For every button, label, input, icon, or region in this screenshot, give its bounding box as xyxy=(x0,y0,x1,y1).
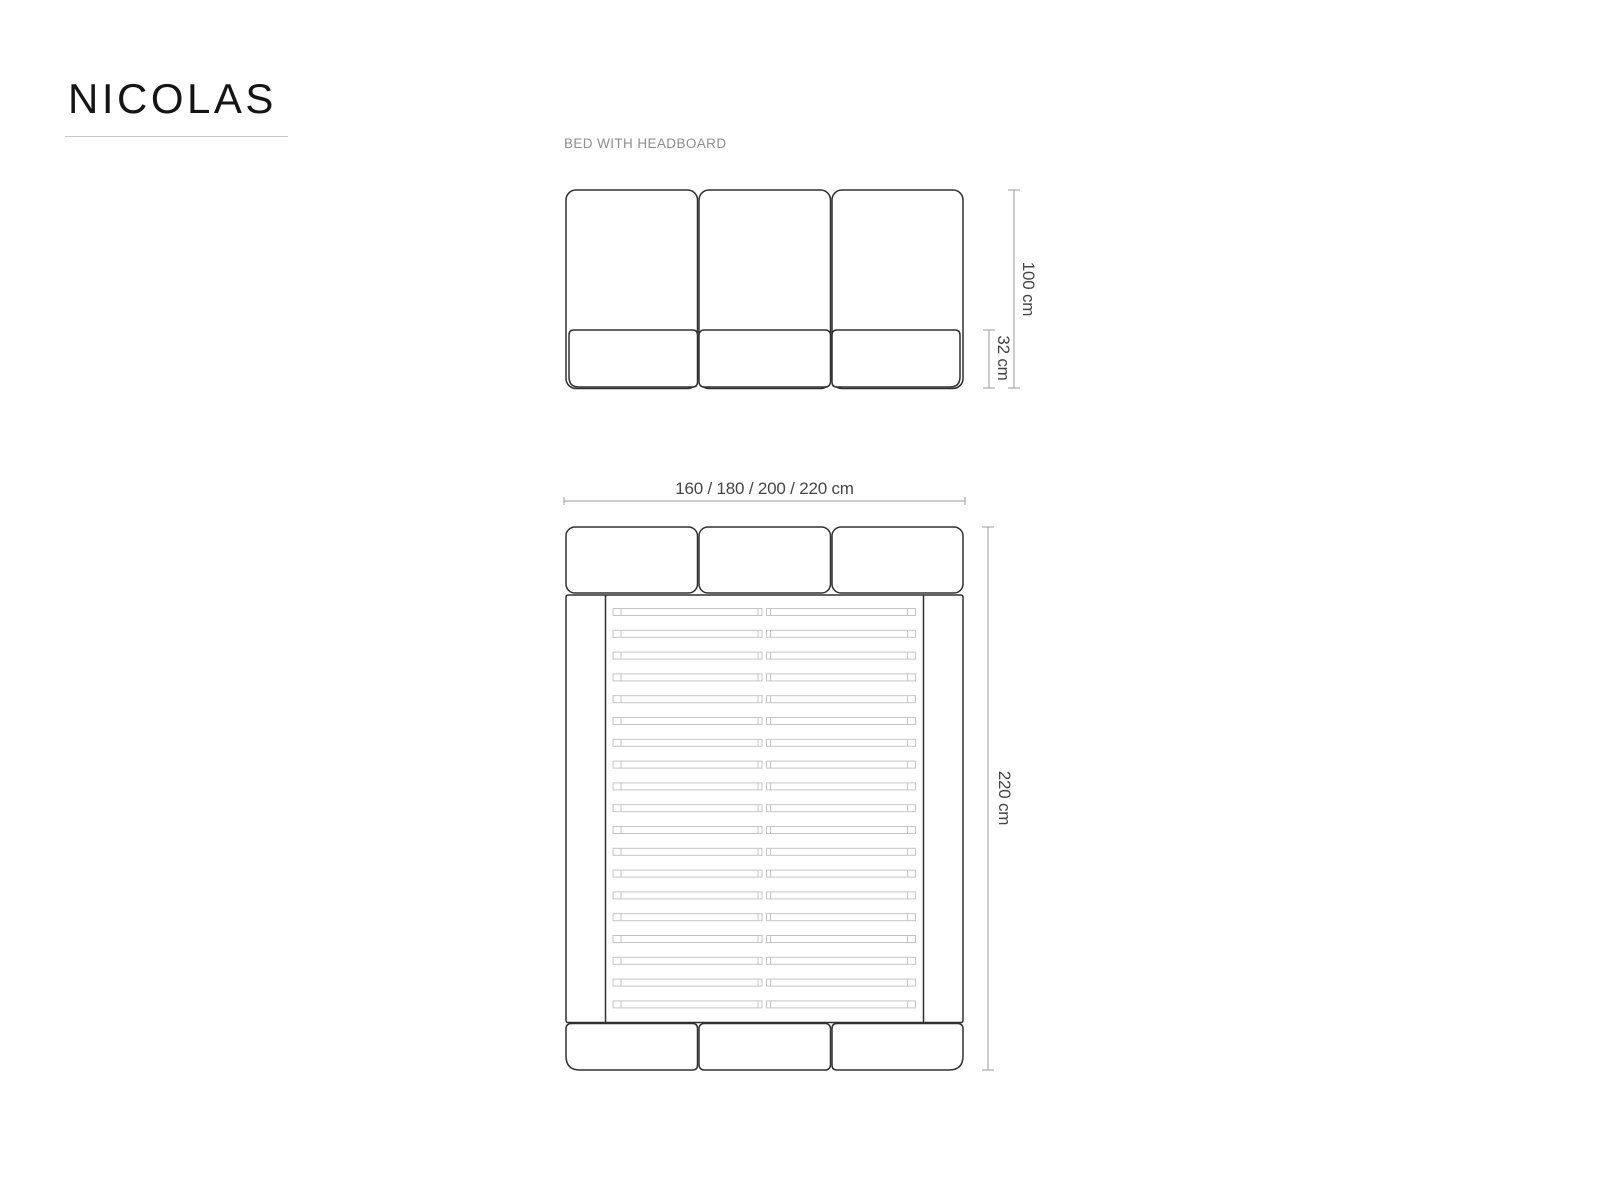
slat xyxy=(767,674,916,681)
base-panel xyxy=(569,330,698,387)
slat xyxy=(767,1001,916,1008)
slat xyxy=(613,630,762,637)
slat xyxy=(767,914,916,921)
front-view xyxy=(566,190,1038,389)
slat xyxy=(767,783,916,790)
slat xyxy=(767,696,916,703)
slat xyxy=(613,805,762,812)
dimension-width xyxy=(564,479,965,505)
slat xyxy=(613,1001,762,1008)
base-panel xyxy=(699,330,831,387)
slat xyxy=(767,848,916,855)
slat xyxy=(613,892,762,899)
product-title: NICOLAS xyxy=(68,75,277,122)
slat xyxy=(613,827,762,834)
slat xyxy=(613,696,762,703)
slat xyxy=(767,892,916,899)
slat xyxy=(767,609,916,616)
footboard-cushion xyxy=(566,1024,698,1071)
slat xyxy=(613,848,762,855)
slat xyxy=(767,718,916,725)
top-view xyxy=(564,479,1014,1070)
dim-label-length: 220 cm xyxy=(995,770,1014,826)
slat xyxy=(613,957,762,964)
slat xyxy=(767,630,916,637)
headboard-cushion xyxy=(832,527,963,593)
slat xyxy=(613,914,762,921)
slat xyxy=(613,609,762,616)
footboard-cushion xyxy=(699,1024,831,1071)
diagram-subtitle: BED WITH HEADBOARD xyxy=(564,136,727,151)
slat xyxy=(613,936,762,943)
dimension-length xyxy=(982,527,1014,1070)
slat xyxy=(767,761,916,768)
slat xyxy=(613,739,762,746)
slat xyxy=(613,652,762,659)
slat xyxy=(767,870,916,877)
slat xyxy=(767,936,916,943)
slat xyxy=(613,979,762,986)
slat xyxy=(613,761,762,768)
slat xyxy=(767,739,916,746)
slat xyxy=(767,652,916,659)
footboard-cushion xyxy=(832,1024,963,1071)
dimension-base-height xyxy=(983,330,1013,388)
dim-label-base-height: 32 cm xyxy=(994,335,1013,381)
headboard-cushion xyxy=(699,527,831,593)
slat xyxy=(767,957,916,964)
dim-label-width: 160 / 180 / 200 / 220 cm xyxy=(675,479,854,498)
headboard-cushion xyxy=(566,527,698,593)
slat xyxy=(613,783,762,790)
slat xyxy=(767,979,916,986)
dim-label-headboard-height: 100 cm xyxy=(1019,261,1038,317)
slat xyxy=(767,827,916,834)
slat xyxy=(767,805,916,812)
slat xyxy=(613,674,762,681)
slat xyxy=(613,718,762,725)
base-panel xyxy=(832,330,960,387)
slat xyxy=(613,870,762,877)
